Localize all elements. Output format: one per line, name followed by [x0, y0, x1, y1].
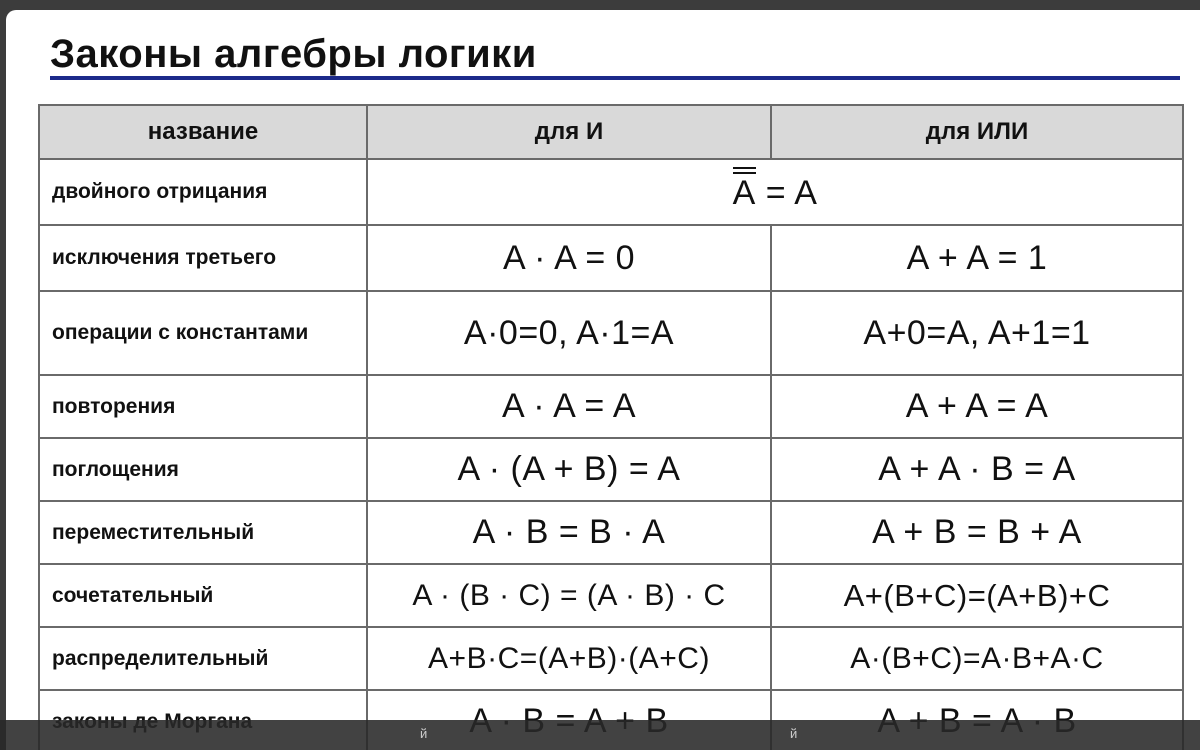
formula-or: A + B = B + A — [771, 501, 1183, 564]
table-row — [39, 291, 1183, 375]
formula-or: A+(B+C)=(A+B)+C — [771, 564, 1183, 627]
formula-or: A+0=A, A+1=1 — [771, 291, 1183, 375]
formula-or: A + A = A — [771, 375, 1183, 438]
slide — [6, 10, 1200, 750]
slide-title: Законы алгебры логики — [50, 32, 537, 76]
caption-glyph-right: й — [790, 726, 798, 741]
formula-and: A · A = A — [367, 375, 771, 438]
law-name: повторения — [39, 375, 367, 438]
header-name: название — [39, 105, 367, 159]
table-header-row — [39, 105, 1183, 159]
title-underline — [50, 76, 1180, 80]
formula-and: A+B·C=(A+B)·(A+C) — [367, 627, 771, 690]
law-name: исключения третьего — [39, 225, 367, 291]
law-name: переместительный — [39, 501, 367, 564]
table-row — [39, 501, 1183, 564]
formula-rest: = A — [765, 173, 818, 212]
header-and: для И — [367, 105, 771, 159]
formula-and: A · A = 0 — [367, 225, 771, 291]
formula-and: A · B = B · A — [367, 501, 771, 564]
double-negated-a: A — [732, 173, 756, 212]
table-row — [39, 159, 1183, 225]
table-row — [39, 225, 1183, 291]
table-row — [39, 564, 1183, 627]
caption-glyph-left: й — [420, 726, 428, 741]
law-name: двойного отрицания — [39, 159, 367, 225]
header-or: для ИЛИ — [771, 105, 1183, 159]
formula-and: A · (B · C) = (A · B) · C — [367, 564, 771, 627]
law-name: поглощения — [39, 438, 367, 501]
formula-and: A · (A + B) = A — [367, 438, 771, 501]
laws-table — [38, 104, 1184, 750]
formula-shared — [367, 159, 1183, 225]
law-name: распределительный — [39, 627, 367, 690]
formula-or: A·(B+C)=A·B+A·C — [771, 627, 1183, 690]
law-name: операции с константами — [39, 291, 367, 375]
video-caption-bar — [0, 720, 1200, 750]
table-row — [39, 438, 1183, 501]
law-name: сочетательный — [39, 564, 367, 627]
formula-or: A + A · B = A — [771, 438, 1183, 501]
formula-and: A·0=0, A·1=A — [367, 291, 771, 375]
table-row — [39, 627, 1183, 690]
formula-or: A + A = 1 — [771, 225, 1183, 291]
table-row — [39, 375, 1183, 438]
